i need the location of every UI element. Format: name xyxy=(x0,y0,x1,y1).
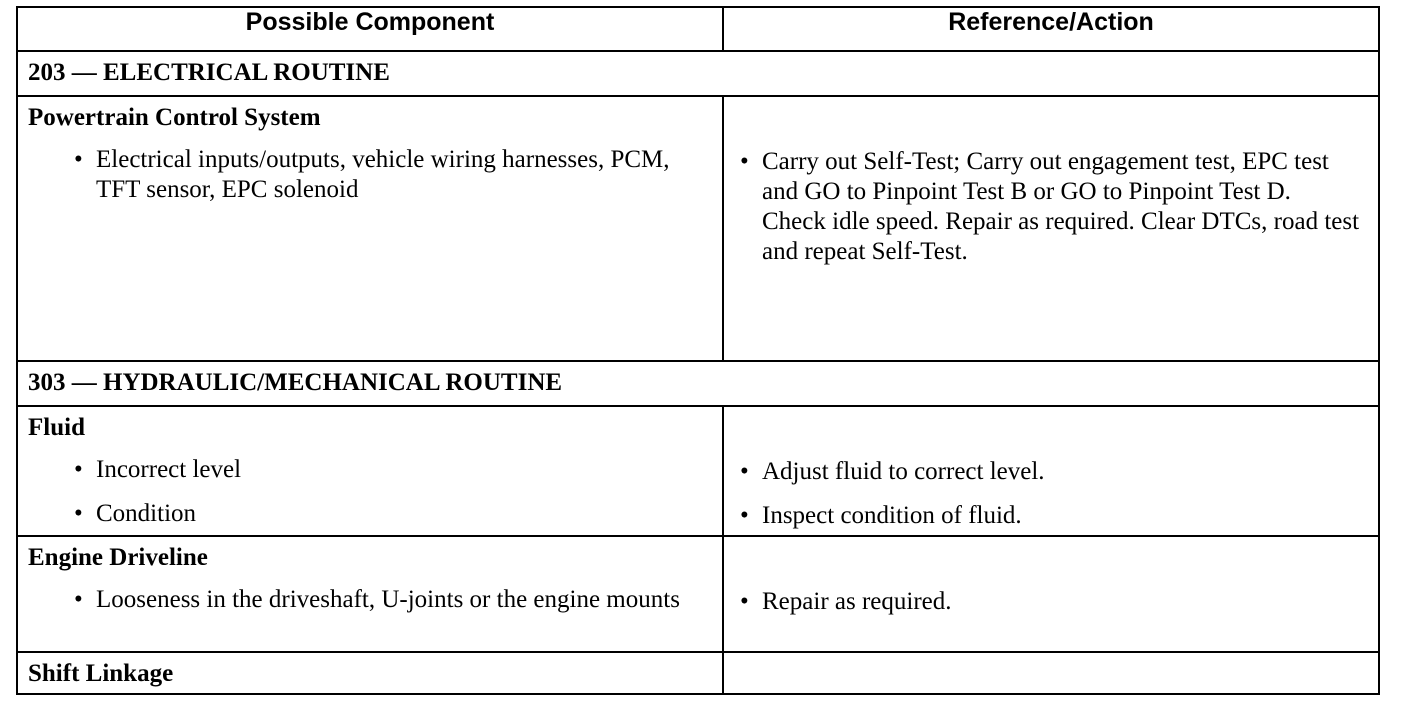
list-item xyxy=(18,145,722,205)
list-item xyxy=(18,585,722,615)
bullet-icon: • xyxy=(740,458,749,485)
component-cell xyxy=(17,406,723,536)
section-title-303: 303 — HYDRAULIC/MECHANICAL ROUTINE xyxy=(17,361,1379,406)
group-title: Powertrain Control System xyxy=(28,104,321,131)
bullet-icon: • xyxy=(74,456,83,483)
header-row xyxy=(17,7,1379,51)
bullet-icon: • xyxy=(74,500,83,527)
table-row xyxy=(17,652,1379,694)
component-cell xyxy=(17,536,723,652)
table-row xyxy=(17,406,1379,536)
action-text: Adjust fluid to correct level. xyxy=(762,458,1045,485)
action-text: Carry out Self-Test; Carry out engagement test, EPC test and GO to Pinpoint Test B or GO to Pinpoint Test D. Check idle speed. Repair as required. Clear DTCs, road test and repeat Self-Test. xyxy=(762,148,1360,265)
header-reference-action: Reference/Action xyxy=(723,7,1379,51)
bullet-icon: • xyxy=(740,502,749,529)
action-text: Inspect condition of fluid. xyxy=(762,502,1022,529)
header-possible-component: Possible Component xyxy=(17,7,723,51)
group-title: Fluid xyxy=(28,414,85,441)
group-title: Engine Driveline xyxy=(28,544,208,571)
bullet-icon: • xyxy=(740,588,749,615)
item-text: Looseness in the driveshaft, U-joints or the engine mounts xyxy=(96,586,680,613)
action-cell xyxy=(723,652,1379,694)
section-title-203: 203 — ELECTRICAL ROUTINE xyxy=(17,51,1379,96)
component-cell xyxy=(17,652,723,694)
action-cell xyxy=(723,406,1379,536)
bullet-icon: • xyxy=(74,586,83,613)
item-text: Condition xyxy=(96,500,197,527)
action-cell xyxy=(723,96,1379,361)
list-item xyxy=(724,587,1378,617)
component-cell xyxy=(17,96,723,361)
list-item xyxy=(18,499,722,529)
section-row xyxy=(17,51,1379,96)
group-title: Shift Linkage xyxy=(28,660,174,687)
list-item xyxy=(724,501,1378,531)
list-item xyxy=(18,455,722,485)
item-text: Incorrect level xyxy=(96,456,242,483)
bullet-icon: • xyxy=(74,146,83,173)
action-text: Repair as required. xyxy=(762,588,952,615)
item-text: Electrical inputs/outputs, vehicle wiring harnesses, PCM, TFT sensor, EPC solenoid xyxy=(96,146,670,203)
table-row xyxy=(17,96,1379,361)
section-row xyxy=(17,361,1379,406)
action-cell xyxy=(723,536,1379,652)
bullet-icon: • xyxy=(740,148,749,175)
table-row xyxy=(17,536,1379,652)
list-item xyxy=(724,147,1378,267)
diagnosis-table xyxy=(16,6,1380,695)
list-item xyxy=(724,457,1378,487)
